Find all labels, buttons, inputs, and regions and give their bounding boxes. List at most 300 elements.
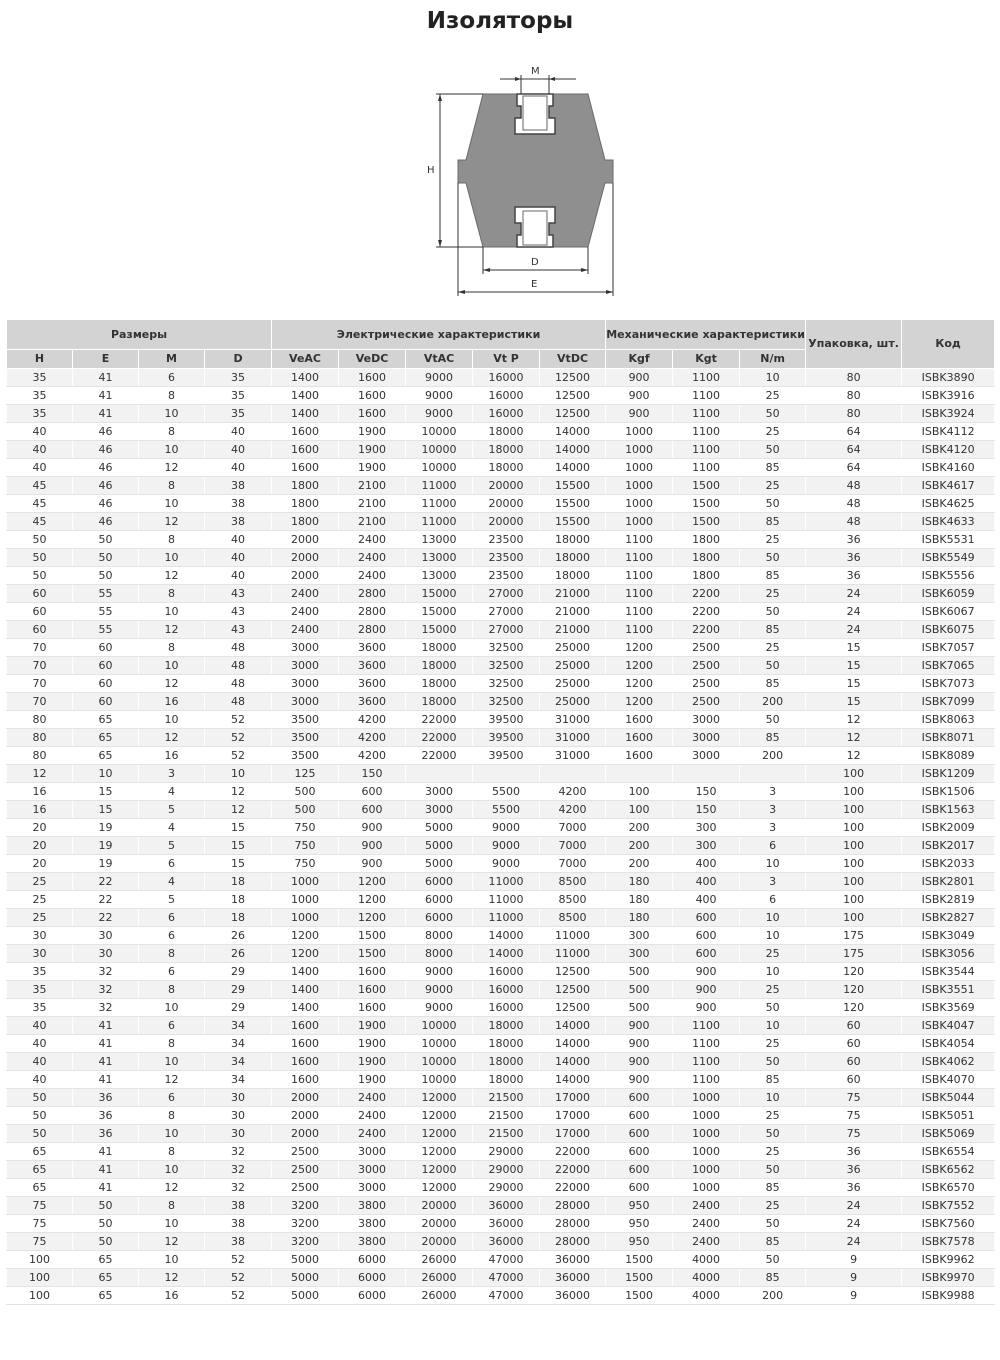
table-cell: 41 — [73, 405, 139, 423]
table-cell: 8000 — [406, 927, 473, 945]
table-cell: 180 — [606, 873, 673, 891]
table-cell: ISBK7057 — [902, 639, 995, 657]
table-cell: 27000 — [473, 621, 540, 639]
table-cell: 1600 — [606, 729, 673, 747]
table-cell: 52 — [205, 1287, 272, 1305]
table-row — [7, 963, 995, 981]
table-cell: 60 — [806, 1017, 902, 1035]
table-cell: 2400 — [673, 1215, 740, 1233]
table-row — [7, 873, 995, 891]
table-cell: 10 — [740, 963, 806, 981]
table-cell: 18000 — [540, 567, 606, 585]
table-row — [7, 1107, 995, 1125]
table-cell: 1600 — [339, 405, 406, 423]
table-cell: 3200 — [272, 1197, 339, 1215]
table-cell: 10 — [139, 711, 205, 729]
table-cell: 900 — [606, 1053, 673, 1071]
table-cell: 2400 — [339, 549, 406, 567]
table-cell: 12 — [139, 675, 205, 693]
table-cell: 50 — [740, 405, 806, 423]
table-cell: 25 — [740, 477, 806, 495]
table-cell: 50 — [740, 495, 806, 513]
table-cell: 41 — [73, 1143, 139, 1161]
table-cell: ISBK3544 — [902, 963, 995, 981]
table-cell: 38 — [205, 495, 272, 513]
table-cell: 600 — [606, 1143, 673, 1161]
table-cell: 2100 — [339, 495, 406, 513]
table-cell: 2400 — [673, 1233, 740, 1251]
table-cell: ISBK5051 — [902, 1107, 995, 1125]
table-cell: 15500 — [540, 513, 606, 531]
column-header-veac: VeAC — [272, 350, 339, 369]
table-cell: 6000 — [406, 909, 473, 927]
table-cell: ISBK8071 — [902, 729, 995, 747]
table-cell: 2200 — [673, 585, 740, 603]
table-cell: 950 — [606, 1197, 673, 1215]
table-cell: 6 — [139, 909, 205, 927]
table-cell: 600 — [673, 927, 740, 945]
table-cell: 2500 — [673, 675, 740, 693]
table-cell: 4200 — [339, 729, 406, 747]
table-cell: 3000 — [406, 783, 473, 801]
column-header-vtp: Vt P — [473, 350, 540, 369]
table-cell: 2500 — [673, 693, 740, 711]
table-cell: 50 — [7, 1107, 73, 1125]
table-cell: 25000 — [540, 675, 606, 693]
table-cell: 45 — [7, 513, 73, 531]
table-cell: 3600 — [339, 657, 406, 675]
table-cell: 6000 — [406, 891, 473, 909]
table-cell: 1200 — [272, 945, 339, 963]
table-row — [7, 927, 995, 945]
table-cell: ISBK3916 — [902, 387, 995, 405]
table-cell: 45 — [7, 477, 73, 495]
table-row — [7, 1143, 995, 1161]
table-cell: 32 — [73, 963, 139, 981]
table-cell: 12500 — [540, 981, 606, 999]
table-cell: 40 — [205, 549, 272, 567]
table-cell: 1100 — [673, 441, 740, 459]
table-cell: 1400 — [272, 999, 339, 1017]
table-cell: 600 — [606, 1179, 673, 1197]
table-cell: 100 — [806, 837, 902, 855]
table-row — [7, 675, 995, 693]
table-cell: ISBK4047 — [902, 1017, 995, 1035]
table-cell: 1200 — [339, 873, 406, 891]
table-cell: 32 — [73, 981, 139, 999]
table-cell: 6 — [139, 927, 205, 945]
table-cell: 25 — [740, 1197, 806, 1215]
table-cell: 900 — [339, 837, 406, 855]
table-row — [7, 1125, 995, 1143]
table-cell: 65 — [7, 1161, 73, 1179]
table-cell: 600 — [339, 801, 406, 819]
table-row — [7, 495, 995, 513]
table-cell: 22000 — [406, 747, 473, 765]
table-cell: 8000 — [406, 945, 473, 963]
table-cell: 8 — [139, 477, 205, 495]
table-cell: 32500 — [473, 675, 540, 693]
table-row — [7, 765, 995, 783]
table-row — [7, 1287, 995, 1305]
group-header-dimensions: Размеры — [7, 320, 272, 350]
table-cell: 32 — [205, 1161, 272, 1179]
table-cell: 12500 — [540, 405, 606, 423]
table-cell: 9000 — [406, 387, 473, 405]
table-cell: 3000 — [272, 693, 339, 711]
table-cell: 36000 — [473, 1197, 540, 1215]
table-row — [7, 405, 995, 423]
table-cell: 12500 — [540, 999, 606, 1017]
table-cell: 85 — [740, 459, 806, 477]
table-cell: 19 — [73, 855, 139, 873]
table-cell: 40 — [205, 567, 272, 585]
table-row — [7, 1035, 995, 1053]
table-cell: ISBK3551 — [902, 981, 995, 999]
table-cell: 24 — [806, 621, 902, 639]
table-cell — [540, 765, 606, 783]
table-cell: 200 — [606, 837, 673, 855]
table-cell: ISBK2819 — [902, 891, 995, 909]
table-cell: 4 — [139, 873, 205, 891]
table-cell: 6 — [740, 837, 806, 855]
table-cell: 10 — [740, 1089, 806, 1107]
table-cell: 10 — [139, 1215, 205, 1233]
table-cell: 16 — [139, 693, 205, 711]
table-cell: 1200 — [606, 693, 673, 711]
table-cell: 60 — [73, 675, 139, 693]
table-cell: 18 — [205, 891, 272, 909]
table-row — [7, 855, 995, 873]
table-cell: 22 — [73, 909, 139, 927]
table-cell: 2200 — [673, 621, 740, 639]
table-cell: 10 — [139, 999, 205, 1017]
insulator-spec-table — [6, 319, 995, 1305]
table-cell: 20 — [7, 819, 73, 837]
table-cell: 1800 — [673, 531, 740, 549]
table-cell: 5 — [139, 837, 205, 855]
table-cell: 1400 — [272, 387, 339, 405]
table-cell: 35 — [7, 981, 73, 999]
table-cell: ISBK2033 — [902, 855, 995, 873]
table-cell: 50 — [740, 603, 806, 621]
table-cell: 21000 — [540, 585, 606, 603]
table-cell: 10 — [139, 549, 205, 567]
table-row — [7, 999, 995, 1017]
table-cell: 32 — [205, 1143, 272, 1161]
table-cell: 12000 — [406, 1143, 473, 1161]
table-cell: 5000 — [406, 819, 473, 837]
table-cell: 2400 — [673, 1197, 740, 1215]
table-cell: 26000 — [406, 1269, 473, 1287]
table-cell: 38 — [205, 477, 272, 495]
table-cell: 6 — [740, 891, 806, 909]
table-cell: 10000 — [406, 1017, 473, 1035]
table-cell: 1000 — [272, 909, 339, 927]
table-row — [7, 1089, 995, 1107]
table-cell: 13000 — [406, 567, 473, 585]
table-cell: 75 — [806, 1107, 902, 1125]
table-cell: 1000 — [272, 873, 339, 891]
table-cell: 12000 — [406, 1107, 473, 1125]
table-cell: 2500 — [272, 1179, 339, 1197]
table-cell: 25 — [740, 639, 806, 657]
table-cell: 2400 — [339, 1107, 406, 1125]
table-cell: 1100 — [673, 1017, 740, 1035]
table-cell: 6 — [139, 369, 205, 387]
table-cell: 29000 — [473, 1161, 540, 1179]
table-cell: 900 — [606, 405, 673, 423]
table-cell: 75 — [7, 1233, 73, 1251]
table-row — [7, 711, 995, 729]
table-cell: 26 — [205, 927, 272, 945]
table-cell: 41 — [73, 387, 139, 405]
table-cell: 950 — [606, 1233, 673, 1251]
table-cell: 1100 — [673, 1053, 740, 1071]
table-cell: 40 — [205, 531, 272, 549]
table-cell: 1400 — [272, 963, 339, 981]
table-cell: 1100 — [606, 567, 673, 585]
table-cell: 120 — [806, 981, 902, 999]
table-cell: 48 — [205, 657, 272, 675]
table-cell: 15 — [806, 639, 902, 657]
table-cell: 22000 — [406, 711, 473, 729]
table-cell: 14000 — [540, 459, 606, 477]
table-cell: ISBK6075 — [902, 621, 995, 639]
table-row — [7, 1053, 995, 1071]
table-cell: 43 — [205, 603, 272, 621]
table-row — [7, 1179, 995, 1197]
table-cell: 4 — [139, 783, 205, 801]
table-cell: 30 — [7, 945, 73, 963]
table-cell: 10 — [205, 765, 272, 783]
table-cell: 750 — [272, 819, 339, 837]
table-cell: 80 — [7, 711, 73, 729]
table-cell: 60 — [7, 603, 73, 621]
table-cell: 1900 — [339, 459, 406, 477]
table-cell: 12500 — [540, 387, 606, 405]
table-cell: 36 — [73, 1107, 139, 1125]
table-cell: 600 — [606, 1107, 673, 1125]
table-cell: 28000 — [540, 1233, 606, 1251]
table-cell: 1500 — [673, 513, 740, 531]
table-cell: 38 — [205, 1215, 272, 1233]
table-cell: 5 — [139, 891, 205, 909]
table-cell: 8 — [139, 945, 205, 963]
table-cell: 50 — [740, 999, 806, 1017]
table-cell: 17000 — [540, 1089, 606, 1107]
table-cell: 5 — [139, 801, 205, 819]
table-cell: 16000 — [473, 981, 540, 999]
table-cell: 3600 — [339, 693, 406, 711]
table-cell: 9000 — [473, 855, 540, 873]
table-cell: 1000 — [606, 441, 673, 459]
table-cell: 1200 — [606, 675, 673, 693]
table-cell: 8500 — [540, 873, 606, 891]
table-cell: 12000 — [406, 1089, 473, 1107]
table-cell: 600 — [673, 909, 740, 927]
table-row — [7, 639, 995, 657]
table-cell: 1100 — [606, 621, 673, 639]
table-cell: 38 — [205, 513, 272, 531]
table-cell: 10 — [139, 495, 205, 513]
table-cell: 9000 — [406, 369, 473, 387]
table-cell: 10 — [139, 1125, 205, 1143]
table-cell: 18000 — [473, 423, 540, 441]
table-cell: 35 — [205, 405, 272, 423]
table-cell: 85 — [740, 1071, 806, 1089]
table-cell: 1600 — [339, 999, 406, 1017]
table-cell: 32500 — [473, 639, 540, 657]
table-cell: 46 — [73, 477, 139, 495]
table-cell: 60 — [7, 585, 73, 603]
table-cell: 80 — [806, 369, 902, 387]
table-cell: 22 — [73, 873, 139, 891]
table-cell: 10000 — [406, 1071, 473, 1089]
table-cell: 50 — [740, 1161, 806, 1179]
table-cell: 900 — [673, 963, 740, 981]
table-cell: ISBK8089 — [902, 747, 995, 765]
table-cell: 48 — [205, 675, 272, 693]
table-cell: 39500 — [473, 747, 540, 765]
table-row — [7, 477, 995, 495]
table-cell: 4200 — [339, 711, 406, 729]
table-cell: 3500 — [272, 711, 339, 729]
table-cell: 100 — [806, 783, 902, 801]
table-cell: 9 — [806, 1287, 902, 1305]
table-cell: 48 — [205, 639, 272, 657]
table-cell: 1100 — [673, 459, 740, 477]
table-cell: ISBK9970 — [902, 1269, 995, 1287]
table-body — [7, 369, 995, 1305]
table-cell: 41 — [73, 1179, 139, 1197]
table-cell: 100 — [806, 909, 902, 927]
table-cell: 31000 — [540, 747, 606, 765]
table-cell: ISBK5044 — [902, 1089, 995, 1107]
table-cell: 900 — [673, 999, 740, 1017]
table-cell: 34 — [205, 1071, 272, 1089]
table-cell: 950 — [606, 1215, 673, 1233]
table-row — [7, 1251, 995, 1269]
table-cell: 52 — [205, 1269, 272, 1287]
table-cell: 100 — [806, 765, 902, 783]
table-cell: 50 — [7, 567, 73, 585]
table-cell: 1100 — [606, 585, 673, 603]
table-cell: 20 — [7, 855, 73, 873]
table-cell: 65 — [73, 1251, 139, 1269]
table-cell: 2500 — [673, 639, 740, 657]
table-cell: 900 — [606, 1071, 673, 1089]
table-cell: 15 — [806, 675, 902, 693]
dim-label-h: H — [427, 165, 435, 176]
table-cell: 1900 — [339, 441, 406, 459]
table-cell: 50 — [73, 1215, 139, 1233]
table-cell: 16 — [7, 801, 73, 819]
table-cell: 80 — [806, 387, 902, 405]
table-cell: 25 — [740, 1143, 806, 1161]
table-cell: 38 — [205, 1233, 272, 1251]
table-cell: 300 — [606, 927, 673, 945]
table-cell: 3 — [740, 801, 806, 819]
table-cell: 2800 — [339, 603, 406, 621]
table-cell: 12 — [806, 729, 902, 747]
table-row — [7, 891, 995, 909]
table-row — [7, 1161, 995, 1179]
table-cell: ISBK2801 — [902, 873, 995, 891]
table-cell: 3000 — [339, 1143, 406, 1161]
table-cell: 8 — [139, 585, 205, 603]
table-cell: ISBK6570 — [902, 1179, 995, 1197]
table-cell: 750 — [272, 855, 339, 873]
table-cell: ISBK3569 — [902, 999, 995, 1017]
table-cell: ISBK4062 — [902, 1053, 995, 1071]
table-cell: 1500 — [339, 927, 406, 945]
table-cell: 12 — [139, 513, 205, 531]
table-cell: 36 — [73, 1125, 139, 1143]
table-cell: 20000 — [406, 1197, 473, 1215]
table-cell: 12 — [806, 747, 902, 765]
table-cell: 3800 — [339, 1197, 406, 1215]
table-cell: 1100 — [673, 369, 740, 387]
table-cell: 3200 — [272, 1215, 339, 1233]
table-cell: 1100 — [673, 423, 740, 441]
table-cell: 1000 — [673, 1143, 740, 1161]
table-cell: 3 — [740, 819, 806, 837]
table-cell: 1600 — [272, 1053, 339, 1071]
table-cell — [740, 765, 806, 783]
table-cell: 3000 — [272, 657, 339, 675]
table-cell: 24 — [806, 1197, 902, 1215]
table-cell: 18000 — [406, 693, 473, 711]
table-cell: 25 — [7, 873, 73, 891]
table-cell: 15 — [205, 855, 272, 873]
table-cell: 1000 — [606, 459, 673, 477]
table-cell: 36 — [806, 531, 902, 549]
table-cell: 8500 — [540, 891, 606, 909]
table-cell: 12 — [139, 567, 205, 585]
table-cell: 15 — [73, 783, 139, 801]
table-cell: 12 — [139, 459, 205, 477]
table-cell: 8 — [139, 1107, 205, 1125]
table-cell: 35 — [7, 369, 73, 387]
table-cell: 100 — [7, 1251, 73, 1269]
table-cell: 80 — [7, 747, 73, 765]
table-cell: 1200 — [606, 639, 673, 657]
table-cell: 50 — [7, 1089, 73, 1107]
table-cell: 47000 — [473, 1287, 540, 1305]
table-cell: 17000 — [540, 1125, 606, 1143]
table-cell: 6000 — [339, 1251, 406, 1269]
table-cell: 32 — [73, 999, 139, 1017]
table-cell: 41 — [73, 369, 139, 387]
table-cell: 3000 — [406, 801, 473, 819]
table-cell: 25 — [740, 531, 806, 549]
table-cell: 21000 — [540, 621, 606, 639]
table-cell: 60 — [806, 1053, 902, 1071]
table-row — [7, 549, 995, 567]
table-cell: 1600 — [272, 441, 339, 459]
table-cell: 12 — [7, 765, 73, 783]
table-cell: 1900 — [339, 1071, 406, 1089]
table-cell: 16000 — [473, 963, 540, 981]
table-cell: 22 — [73, 891, 139, 909]
table-cell: 2400 — [272, 585, 339, 603]
table-cell: 11000 — [473, 891, 540, 909]
insulator-drawing — [420, 60, 630, 305]
table-cell: 32500 — [473, 657, 540, 675]
table-cell: ISBK7560 — [902, 1215, 995, 1233]
table-cell: 2000 — [272, 567, 339, 585]
